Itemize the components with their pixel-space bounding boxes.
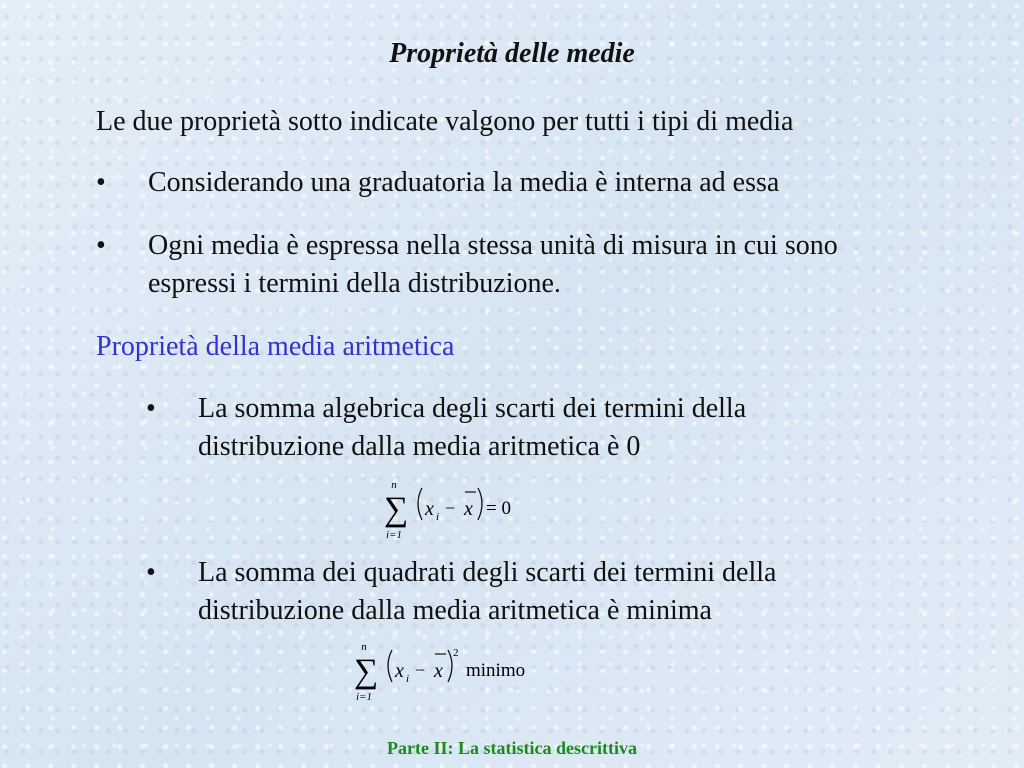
var-subscript: i xyxy=(436,511,440,523)
var-x: x xyxy=(395,660,404,682)
minimo-label: minimo xyxy=(466,660,526,681)
mean-x: x xyxy=(464,498,473,520)
sum-of-squares-formula xyxy=(350,640,560,704)
bullet-item xyxy=(96,164,976,202)
mean-x: x xyxy=(434,660,443,682)
bullet-marker: • xyxy=(96,230,106,261)
bullet-text: Considerando una graduatoria la media è interna ad essa xyxy=(148,167,780,198)
bullet-text: Ogni media è espressa nella stessa unità di misura in cui sono espressi i termini della distribuzione. xyxy=(148,230,838,299)
bullet-item xyxy=(146,554,946,630)
sum-upper-limit: n xyxy=(361,641,367,653)
slide-title: Proprietà delle medie xyxy=(389,38,635,69)
bullet-marker: • xyxy=(96,167,106,198)
sum-upper-limit: n xyxy=(391,479,397,491)
minus-sign: − xyxy=(445,498,456,518)
section-subheading: Proprietà della media aritmetica xyxy=(96,331,455,362)
var-x: x xyxy=(425,498,434,520)
left-paren xyxy=(388,650,392,682)
exponent: 2 xyxy=(453,647,459,659)
bullet-text: La somma dei quadrati degli scarti dei termini della distribuzione dalla media aritmetica è minima xyxy=(198,557,777,626)
bullet-marker: • xyxy=(146,557,156,588)
sigma-symbol: ∑ xyxy=(354,653,379,690)
sum-lower-limit: i=1 xyxy=(386,529,402,541)
minus-sign: − xyxy=(415,660,426,680)
bullet-marker: • xyxy=(146,393,156,424)
sum-of-deviations-formula xyxy=(380,478,540,542)
right-paren xyxy=(478,488,482,520)
intro-text: Le due proprietà sotto indicate valgono per tutti i tipi di media xyxy=(96,106,794,137)
var-subscript: i xyxy=(406,673,410,685)
left-paren xyxy=(418,488,422,520)
footer-text: Parte II: La statistica descrittiva xyxy=(387,738,637,758)
bullet-item xyxy=(146,390,946,466)
bullet-text: La somma algebrica degli scarti dei termini della distribuzione dalla media aritmetica è 0 xyxy=(198,393,747,462)
right-paren xyxy=(448,650,452,682)
bullet-item xyxy=(96,227,976,303)
sigma-symbol: ∑ xyxy=(384,491,409,528)
equals-zero: = 0 xyxy=(486,498,511,519)
sum-lower-limit: i=1 xyxy=(356,691,372,703)
